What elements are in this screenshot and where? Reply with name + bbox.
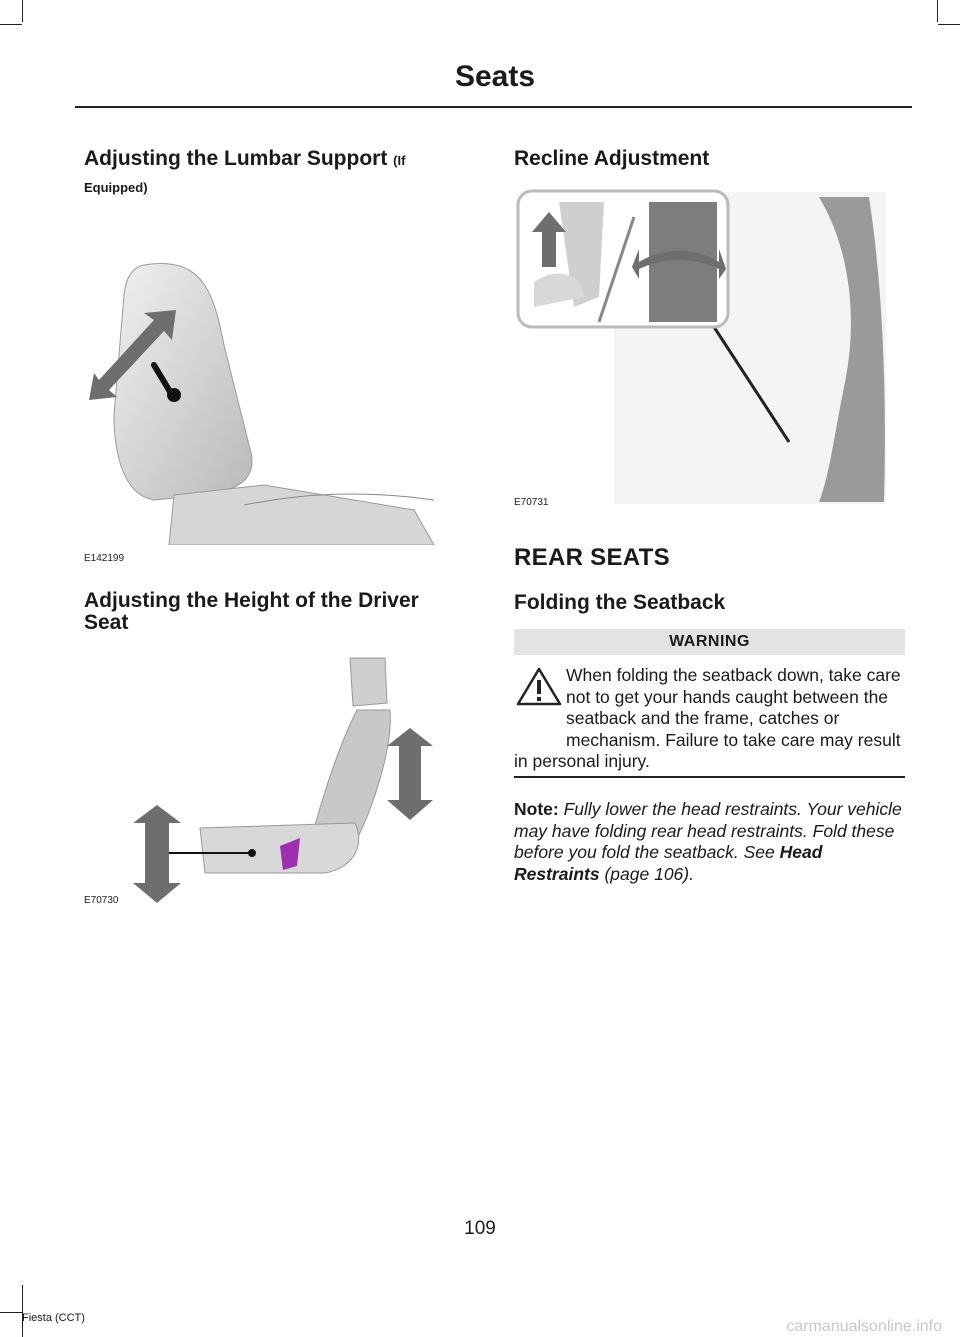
warning-rule	[514, 776, 905, 778]
header-rule	[75, 106, 912, 108]
figure-id: E70730	[84, 895, 119, 906]
height-figure	[125, 648, 470, 908]
warning-label: WARNING	[514, 629, 905, 655]
recline-figure	[514, 187, 894, 507]
warning-text: When folding the seatback down, take care not to get your hands caught between the seatback and the frame, catches or mechanism. Failure to take care may result in personal injury.	[514, 665, 901, 771]
crop-mark	[0, 24, 22, 25]
lumbar-qualifier: Equipped)	[84, 180, 148, 195]
crop-mark	[937, 0, 938, 22]
rear-seats-heading: REAR SEATS	[514, 544, 670, 571]
lumbar-heading: Adjusting the Lumbar Support (If	[84, 147, 406, 170]
recline-heading: Recline Adjustment	[514, 147, 710, 170]
page-title: Seats	[454, 60, 536, 93]
note-label: Note:	[514, 799, 559, 819]
head-restraints-link[interactable]: Head Restraints	[514, 842, 823, 884]
crop-mark	[22, 1285, 23, 1337]
watermark: carmanualsonline.info	[786, 1318, 942, 1335]
height-heading: Adjusting the Height of the Driver Seat	[84, 589, 419, 634]
crop-mark	[22, 0, 23, 22]
crop-mark	[938, 24, 960, 25]
page-number: 109	[464, 1218, 496, 1239]
crop-mark	[0, 1312, 22, 1313]
figure-id: E142199	[84, 553, 125, 564]
figure-id: E70731	[514, 497, 549, 508]
footer-model: Fiesta (CCT)	[22, 1312, 85, 1324]
lumbar-figure	[84, 255, 464, 545]
note-paragraph: Note: Fully lower the head restraints. Your vehicle may have folding rear head restraints. Fold these before you fold the seatback. See Head Restraints (page 106).	[514, 799, 902, 884]
folding-heading: Folding the Seatback	[514, 591, 726, 614]
